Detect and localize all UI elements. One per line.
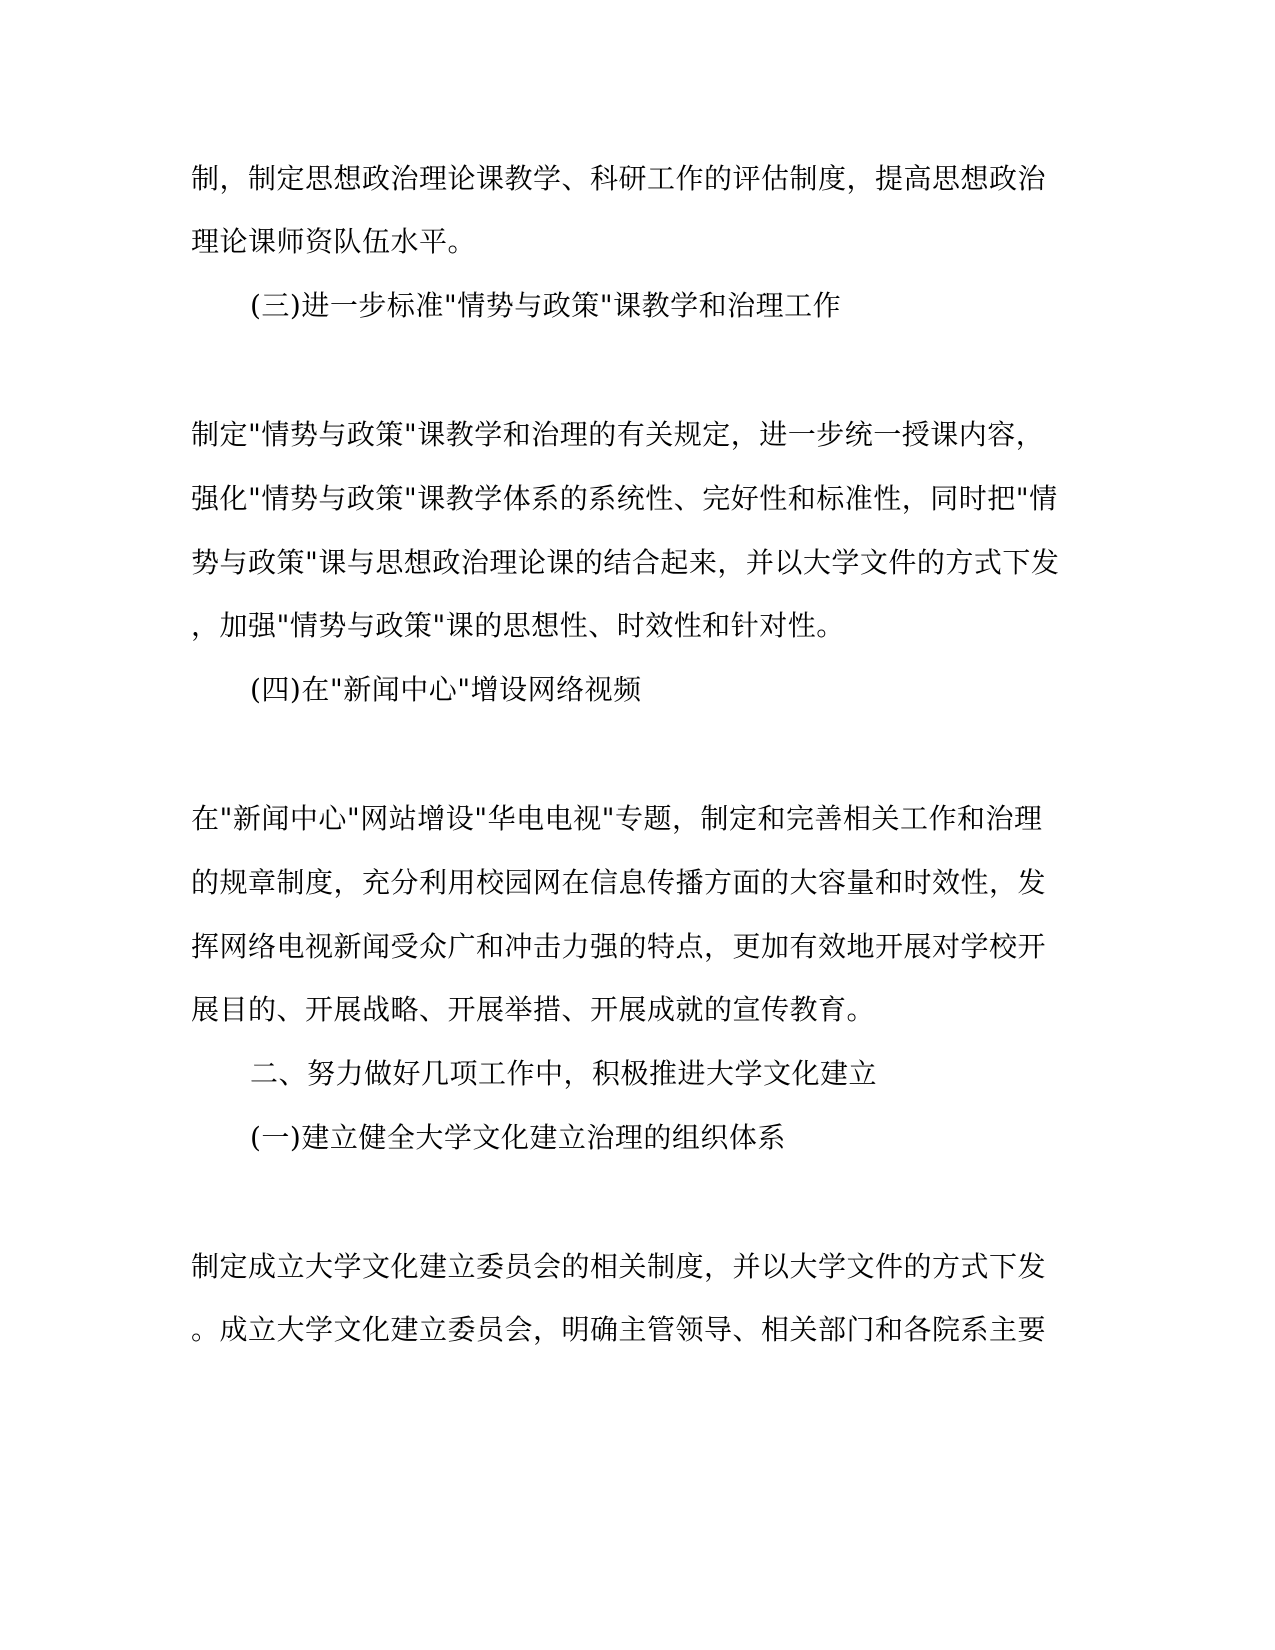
paragraph-line: 。成立大学文化建立委员会，明确主管领导、相关部门和各院系主要 bbox=[191, 1313, 1047, 1346]
section-heading: (一)建立健全大学文化建立治理的组织体系 bbox=[250, 1121, 786, 1154]
paragraph-line: 挥网络电视新闻受众广和冲击力强的特点，更加有效地开展对学校开 bbox=[191, 930, 1047, 963]
paragraph-line: 在"新闻中心"网站增设"华电电视"专题，制定和完善相关工作和治理 bbox=[191, 802, 1043, 835]
paragraph-line: ，加强"情势与政策"课的思想性、时效性和针对性。 bbox=[191, 609, 845, 642]
section-heading: (四)在"新闻中心"增设网络视频 bbox=[250, 673, 642, 706]
paragraph-line: 展目的、开展战略、开展举措、开展成就的宣传教育。 bbox=[191, 993, 876, 1026]
paragraph-line: 制定"情势与政策"课教学和治理的有关规定，进一步统一授课内容， bbox=[191, 418, 1045, 451]
section-heading: (三)进一步标准"情势与政策"课教学和治理工作 bbox=[250, 289, 842, 322]
paragraph-line: 理论课师资队伍水平。 bbox=[191, 225, 477, 258]
section-heading: 二、努力做好几项工作中，积极推进大学文化建立 bbox=[250, 1057, 878, 1090]
paragraph-line: 制定成立大学文化建立委员会的相关制度，并以大学文件的方式下发 bbox=[191, 1250, 1047, 1283]
paragraph-line: 的规章制度，充分利用校园网在信息传播方面的大容量和时效性，发 bbox=[191, 866, 1047, 899]
paragraph-line: 制，制定思想政治理论课教学、科研工作的评估制度，提高思想政治 bbox=[191, 162, 1047, 195]
paragraph-line: 强化"情势与政策"课教学体系的系统性、完好性和标准性，同时把"情 bbox=[191, 482, 1058, 515]
paragraph-line: 势与政策"课与思想政治理论课的结合起来，并以大学文件的方式下发 bbox=[191, 546, 1060, 579]
